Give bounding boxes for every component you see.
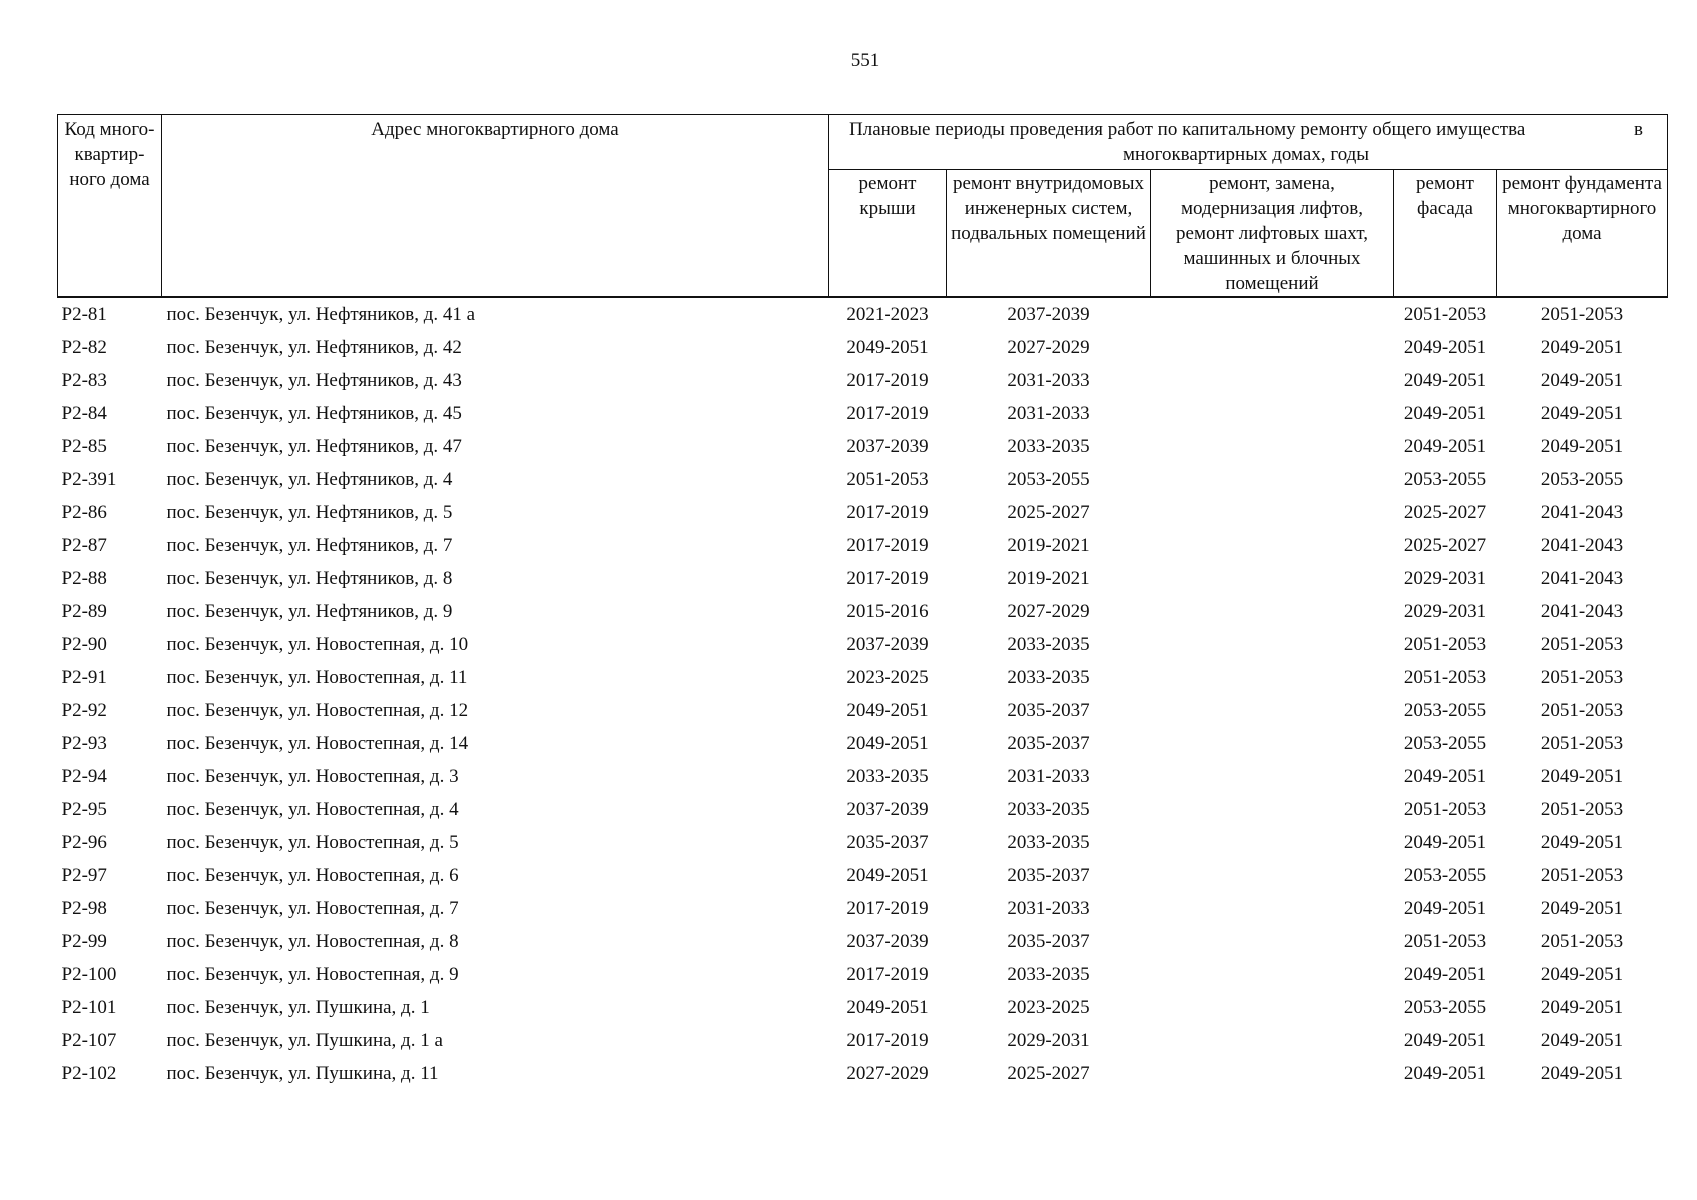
- row-lifts-period: [1151, 892, 1394, 925]
- row-lifts-period: [1151, 595, 1394, 628]
- row-roof-period: 2051-2053: [846, 469, 929, 490]
- row-lifts-period: [1151, 1057, 1394, 1090]
- row-foundation-period: 2051-2053: [1540, 304, 1624, 325]
- table-row: [58, 628, 1668, 661]
- row-roof-period: 2017-2019: [846, 370, 929, 391]
- row-engineering-period: 2019-2021: [1007, 568, 1090, 589]
- row-facade-period: 2053-2055: [1403, 865, 1487, 886]
- row-address: пос. Безенчук, ул. Нефтяников, д. 4: [166, 469, 453, 490]
- header-facade: ремонт фасада: [1394, 170, 1497, 298]
- row-roof-period: 2021-2023: [846, 304, 929, 325]
- row-address: пос. Безенчук, ул. Нефтяников, д. 41 а: [166, 304, 476, 325]
- row-address: пос. Безенчук, ул. Новостепная, д. 6: [166, 865, 459, 886]
- row-code: Р2-100: [61, 964, 117, 985]
- row-code: Р2-85: [61, 436, 107, 457]
- row-foundation-period: 2051-2053: [1540, 634, 1624, 655]
- table-row: [58, 661, 1668, 694]
- row-address: пос. Безенчук, ул. Новостепная, д. 3: [166, 766, 459, 787]
- row-roof-period: 2049-2051: [846, 700, 929, 721]
- row-lifts-period: [1151, 529, 1394, 562]
- row-address: пос. Безенчук, ул. Новостепная, д. 11: [166, 667, 468, 688]
- row-address: пос. Безенчук, ул. Новостепная, д. 14: [166, 733, 469, 754]
- row-foundation-period: 2053-2055: [1540, 469, 1624, 490]
- row-engineering-period: 2019-2021: [1007, 535, 1090, 556]
- row-engineering-period: 2025-2027: [1007, 1063, 1090, 1084]
- row-code: Р2-94: [61, 766, 107, 787]
- header-planned-periods-title: Плановые периоды проведения работ по капитальному ремонту общего имущества: [849, 119, 1526, 140]
- row-facade-period: 2025-2027: [1403, 535, 1487, 556]
- row-address: пос. Безенчук, ул. Нефтяников, д. 5: [166, 502, 453, 523]
- row-foundation-period: 2041-2043: [1540, 535, 1624, 556]
- row-facade-period: 2053-2055: [1403, 700, 1487, 721]
- table-row: [58, 859, 1668, 892]
- row-lifts-period: [1151, 496, 1394, 529]
- row-facade-period: 2025-2027: [1403, 502, 1487, 523]
- row-foundation-period: 2041-2043: [1540, 601, 1624, 622]
- row-code: Р2-82: [61, 337, 107, 358]
- row-code: Р2-89: [61, 601, 107, 622]
- row-address: пос. Безенчук, ул. Новостепная, д. 9: [166, 964, 459, 985]
- row-roof-period: 2017-2019: [846, 535, 929, 556]
- row-lifts-period: [1151, 430, 1394, 463]
- table-row: [58, 430, 1668, 463]
- row-address: пос. Безенчук, ул. Пушкина, д. 11: [166, 1063, 439, 1084]
- table-row: [58, 562, 1668, 595]
- row-code: Р2-98: [61, 898, 107, 919]
- row-roof-period: 2049-2051: [846, 865, 929, 886]
- row-facade-period: 2029-2031: [1403, 568, 1487, 589]
- row-foundation-period: 2049-2051: [1540, 964, 1624, 985]
- row-roof-period: 2017-2019: [846, 898, 929, 919]
- row-address: пос. Безенчук, ул. Пушкина, д. 1 а: [166, 1030, 443, 1051]
- row-lifts-period: [1151, 331, 1394, 364]
- row-address: пос. Безенчук, ул. Новостепная, д. 8: [166, 931, 459, 952]
- row-facade-period: 2049-2051: [1403, 1030, 1487, 1051]
- row-engineering-period: 2033-2035: [1007, 436, 1090, 457]
- row-engineering-period: 2031-2033: [1007, 370, 1090, 391]
- row-facade-period: 2051-2053: [1403, 667, 1487, 688]
- row-facade-period: 2049-2051: [1403, 370, 1487, 391]
- row-facade-period: 2049-2051: [1403, 766, 1487, 787]
- repair-schedule-table: [57, 114, 1668, 1090]
- row-lifts-period: [1151, 925, 1394, 958]
- table-row: [58, 297, 1668, 331]
- row-foundation-period: 2049-2051: [1540, 832, 1624, 853]
- row-address: пос. Безенчук, ул. Новостепная, д. 4: [166, 799, 459, 820]
- row-foundation-period: 2051-2053: [1540, 931, 1624, 952]
- row-roof-period: 2049-2051: [846, 997, 929, 1018]
- row-engineering-period: 2027-2029: [1007, 337, 1090, 358]
- table-row: [58, 331, 1668, 364]
- row-facade-period: 2053-2055: [1403, 469, 1487, 490]
- row-lifts-period: [1151, 463, 1394, 496]
- row-code: Р2-84: [61, 403, 107, 424]
- row-facade-period: 2051-2053: [1403, 634, 1487, 655]
- row-engineering-period: 2033-2035: [1007, 634, 1090, 655]
- row-code: Р2-101: [61, 997, 117, 1018]
- row-lifts-period: [1151, 826, 1394, 859]
- row-foundation-period: 2051-2053: [1540, 733, 1624, 754]
- row-address: пос. Безенчук, ул. Новостепная, д. 10: [166, 634, 469, 655]
- table-row: [58, 529, 1668, 562]
- row-facade-period: 2051-2053: [1403, 304, 1487, 325]
- table-row: [58, 793, 1668, 826]
- row-lifts-period: [1151, 859, 1394, 892]
- row-lifts-period: [1151, 958, 1394, 991]
- row-lifts-period: [1151, 562, 1394, 595]
- row-engineering-period: 2031-2033: [1007, 403, 1090, 424]
- row-foundation-period: 2051-2053: [1540, 700, 1624, 721]
- row-roof-period: 2017-2019: [846, 502, 929, 523]
- row-facade-period: 2049-2051: [1403, 832, 1487, 853]
- row-lifts-period: [1151, 628, 1394, 661]
- row-code: Р2-87: [61, 535, 107, 556]
- row-code: Р2-102: [61, 1063, 117, 1084]
- row-engineering-period: 2029-2031: [1007, 1030, 1090, 1051]
- row-foundation-period: 2041-2043: [1540, 502, 1624, 523]
- row-foundation-period: 2049-2051: [1540, 403, 1624, 424]
- row-roof-period: 2017-2019: [846, 403, 929, 424]
- row-roof-period: 2037-2039: [846, 931, 929, 952]
- row-engineering-period: 2033-2035: [1007, 799, 1090, 820]
- row-roof-period: 2017-2019: [846, 1030, 929, 1051]
- table-row: [58, 1057, 1668, 1090]
- row-facade-period: 2049-2051: [1403, 337, 1487, 358]
- row-roof-period: 2037-2039: [846, 436, 929, 457]
- row-address: пос. Безенчук, ул. Нефтяников, д. 47: [166, 436, 462, 457]
- row-code: Р2-107: [61, 1030, 117, 1051]
- row-engineering-period: 2035-2037: [1007, 931, 1090, 952]
- header-planned-periods-subtitle: многоквартирных домах, годы: [1122, 144, 1370, 165]
- row-engineering-period: 2037-2039: [1007, 304, 1090, 325]
- header-planned-periods: [829, 115, 1668, 170]
- row-lifts-period: [1151, 694, 1394, 727]
- row-engineering-period: 2035-2037: [1007, 700, 1090, 721]
- table-row: [58, 925, 1668, 958]
- row-foundation-period: 2051-2053: [1540, 799, 1624, 820]
- row-foundation-period: 2051-2053: [1540, 865, 1624, 886]
- header-engineering: ремонт внутридомовых инженерных систем, подвальных помещений: [947, 170, 1151, 298]
- row-engineering-period: 2027-2029: [1007, 601, 1090, 622]
- row-facade-period: 2053-2055: [1403, 997, 1487, 1018]
- table-row: [58, 892, 1668, 925]
- row-address: пос. Безенчук, ул. Нефтяников, д. 7: [166, 535, 453, 556]
- row-roof-period: 2017-2019: [846, 964, 929, 985]
- row-facade-period: 2049-2051: [1403, 436, 1487, 457]
- table-row: [58, 991, 1668, 1024]
- row-lifts-period: [1151, 297, 1394, 331]
- row-code: Р2-92: [61, 700, 107, 721]
- table-row: [58, 727, 1668, 760]
- row-foundation-period: 2049-2051: [1540, 766, 1624, 787]
- row-address: пос. Безенчук, ул. Новостепная, д. 12: [166, 700, 469, 721]
- row-code: Р2-81: [61, 304, 107, 325]
- header-foundation: ремонт фундамента многоквартирного дома: [1497, 170, 1668, 298]
- row-engineering-period: 2035-2037: [1007, 733, 1090, 754]
- table-row: [58, 397, 1668, 430]
- row-lifts-period: [1151, 760, 1394, 793]
- row-engineering-period: 2031-2033: [1007, 766, 1090, 787]
- row-lifts-period: [1151, 1024, 1394, 1057]
- row-lifts-period: [1151, 727, 1394, 760]
- row-engineering-period: 2025-2027: [1007, 502, 1090, 523]
- row-roof-period: 2037-2039: [846, 634, 929, 655]
- row-foundation-period: 2041-2043: [1540, 568, 1624, 589]
- row-facade-period: 2053-2055: [1403, 733, 1487, 754]
- row-code: Р2-391: [61, 469, 117, 490]
- row-roof-period: 2017-2019: [846, 568, 929, 589]
- row-foundation-period: 2049-2051: [1540, 997, 1624, 1018]
- row-roof-period: 2049-2051: [846, 733, 929, 754]
- row-foundation-period: 2051-2053: [1540, 667, 1624, 688]
- row-roof-period: 2015-2016: [846, 601, 929, 622]
- row-address: пос. Безенчук, ул. Нефтяников, д. 42: [166, 337, 462, 358]
- page-number: 551: [850, 50, 880, 71]
- row-roof-period: 2049-2051: [846, 337, 929, 358]
- row-facade-period: 2049-2051: [1403, 964, 1487, 985]
- table-body: [58, 297, 1668, 1090]
- table-header: [58, 115, 1668, 298]
- row-facade-period: 2051-2053: [1403, 931, 1487, 952]
- row-code: Р2-91: [61, 667, 107, 688]
- table-row: [58, 826, 1668, 859]
- row-code: Р2-99: [61, 931, 107, 952]
- row-engineering-period: 2033-2035: [1007, 832, 1090, 853]
- row-address: пос. Безенчук, ул. Нефтяников, д. 45: [166, 403, 462, 424]
- row-address: пос. Безенчук, ул. Новостепная, д. 5: [166, 832, 459, 853]
- row-lifts-period: [1151, 364, 1394, 397]
- row-code: Р2-83: [61, 370, 107, 391]
- row-engineering-period: 2035-2037: [1007, 865, 1090, 886]
- row-foundation-period: 2049-2051: [1540, 436, 1624, 457]
- row-address: пос. Безенчук, ул. Нефтяников, д. 8: [166, 568, 453, 589]
- row-code: Р2-95: [61, 799, 107, 820]
- table-row: [58, 364, 1668, 397]
- row-address: пос. Безенчук, ул. Нефтяников, д. 43: [166, 370, 462, 391]
- header-address: Адрес многоквартирного дома: [162, 115, 829, 298]
- table-row: [58, 1024, 1668, 1057]
- header-code: Код много-квартир-ного дома: [58, 115, 162, 298]
- row-roof-period: 2035-2037: [846, 832, 929, 853]
- row-foundation-period: 2049-2051: [1540, 898, 1624, 919]
- header-lifts: ремонт, замена, модернизация лифтов, ремонт лифтовых шахт, машинных и блочных помещений: [1151, 170, 1394, 298]
- table-row: [58, 496, 1668, 529]
- row-facade-period: 2049-2051: [1403, 403, 1487, 424]
- row-address: пос. Безенчук, ул. Новостепная, д. 7: [166, 898, 459, 919]
- row-foundation-period: 2049-2051: [1540, 1030, 1624, 1051]
- row-facade-period: 2029-2031: [1403, 601, 1487, 622]
- row-address: пос. Безенчук, ул. Пушкина, д. 1: [166, 997, 430, 1018]
- row-engineering-period: 2053-2055: [1007, 469, 1090, 490]
- row-roof-period: 2037-2039: [846, 799, 929, 820]
- table-row: [58, 958, 1668, 991]
- repair-schedule-table-container: [57, 114, 1667, 1090]
- row-foundation-period: 2049-2051: [1540, 370, 1624, 391]
- row-engineering-period: 2033-2035: [1007, 964, 1090, 985]
- row-code: Р2-93: [61, 733, 107, 754]
- row-facade-period: 2049-2051: [1403, 1063, 1487, 1084]
- row-lifts-period: [1151, 661, 1394, 694]
- row-lifts-period: [1151, 397, 1394, 430]
- row-code: Р2-97: [61, 865, 107, 886]
- header-planned-periods-tail: в: [1634, 119, 1644, 140]
- row-facade-period: 2051-2053: [1403, 799, 1487, 820]
- row-roof-period: 2027-2029: [846, 1063, 929, 1084]
- row-foundation-period: 2049-2051: [1540, 337, 1624, 358]
- row-foundation-period: 2049-2051: [1540, 1063, 1624, 1084]
- row-facade-period: 2049-2051: [1403, 898, 1487, 919]
- row-lifts-period: [1151, 793, 1394, 826]
- table-row: [58, 760, 1668, 793]
- table-row: [58, 694, 1668, 727]
- row-roof-period: 2023-2025: [846, 667, 929, 688]
- row-code: Р2-96: [61, 832, 107, 853]
- row-address: пос. Безенчук, ул. Нефтяников, д. 9: [166, 601, 453, 622]
- table-row: [58, 463, 1668, 496]
- row-roof-period: 2033-2035: [846, 766, 929, 787]
- row-lifts-period: [1151, 991, 1394, 1024]
- row-engineering-period: 2023-2025: [1007, 997, 1090, 1018]
- row-code: Р2-86: [61, 502, 107, 523]
- table-row: [58, 595, 1668, 628]
- row-engineering-period: 2031-2033: [1007, 898, 1090, 919]
- row-code: Р2-88: [61, 568, 107, 589]
- row-code: Р2-90: [61, 634, 107, 655]
- header-roof: ремонт крыши: [829, 170, 947, 298]
- row-engineering-period: 2033-2035: [1007, 667, 1090, 688]
